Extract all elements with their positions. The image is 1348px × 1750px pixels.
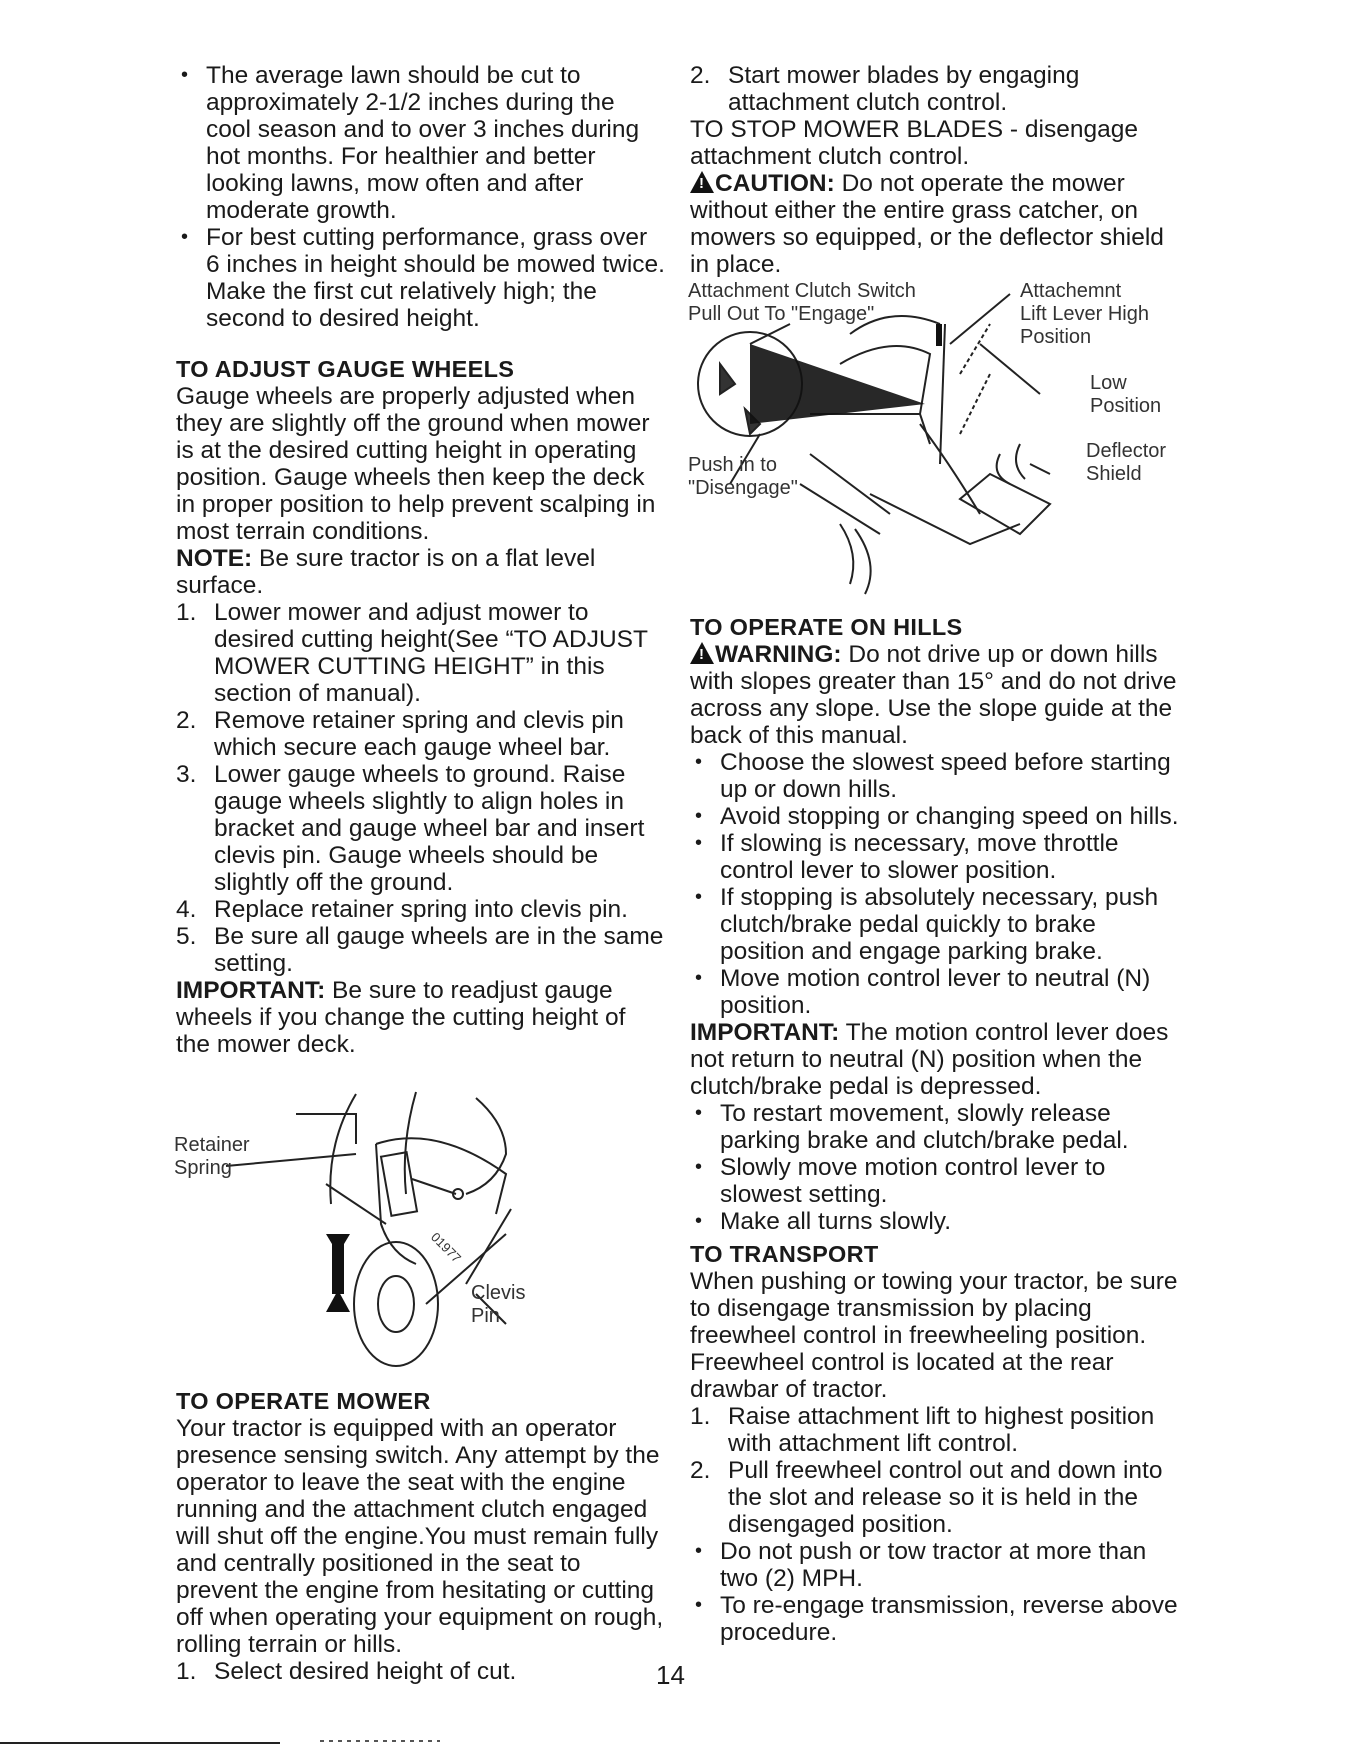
gauge-wheel-illustration bbox=[176, 1084, 666, 1384]
lift-lever-high-label: Attachemnt Lift Lever High Position bbox=[1020, 280, 1149, 348]
hills-bullet: • Avoid stopping or changing speed on hills. bbox=[690, 803, 1180, 830]
operate-mower-heading: TO OPERATE MOWER bbox=[176, 1388, 431, 1414]
step-number: 1. bbox=[176, 599, 197, 626]
hills-bullet: • To restart movement, slowly release parking brake and clutch/brake pedal. bbox=[690, 1100, 1180, 1154]
warning-label: WARNING: bbox=[715, 641, 842, 668]
clevis-pin-label: Clevis Pin bbox=[471, 1282, 526, 1327]
page-number: 14 bbox=[656, 1660, 685, 1690]
note-text: Be sure tractor is on a flat level surface. bbox=[176, 545, 596, 599]
caution-label: CAUTION: bbox=[715, 170, 835, 197]
step-number: 2. bbox=[176, 707, 197, 734]
step-number: 2. bbox=[690, 1457, 711, 1484]
caution-text: Do not operate the mower without either the entire grass catcher, on mowers so equipped, or the deflector shield in place. bbox=[690, 170, 1164, 278]
warning-text: Do not drive up or down hills with slopes greater than 15° and do not drive across any slope. Use the slope guide at the back of this manual. bbox=[690, 641, 1177, 749]
footer-rule bbox=[0, 1742, 280, 1744]
retainer-spring-label: Retainer Spring bbox=[174, 1134, 250, 1179]
gauge-step bbox=[176, 707, 666, 761]
hills-bullet: • Slowly move motion control lever to slowest setting. bbox=[690, 1154, 1180, 1208]
clutch-switch-figure bbox=[688, 280, 1180, 614]
step-text: Start mower blades by engaging attachment clutch control. bbox=[728, 62, 1080, 116]
step-number: 1. bbox=[176, 1658, 197, 1685]
step-text: Remove retainer spring and clevis pin which secure each gauge wheel bar. bbox=[214, 707, 624, 761]
important-text: The motion control lever does not return to neutral (N) position when the clutch/brake pedal is depressed. bbox=[690, 1019, 1169, 1100]
step-number: 5. bbox=[176, 923, 197, 950]
low-position-label: Low Position bbox=[1090, 372, 1162, 417]
step-text: Select desired height of cut. bbox=[214, 1658, 517, 1685]
transport-text: When pushing or towing your tractor, be sure to disengage transmission by placing freewheel control in freewheeling position. Freewheel control is located at the rear drawbar of tractor. bbox=[690, 1268, 1178, 1403]
hills-heading: TO OPERATE ON HILLS bbox=[690, 614, 963, 640]
important-label: IMPORTANT: bbox=[690, 1019, 840, 1046]
warning-paragraph bbox=[690, 641, 1180, 749]
hills-bullet: • Make all turns slowly. bbox=[690, 1208, 1180, 1235]
gauge-step bbox=[176, 599, 666, 707]
operate-step bbox=[176, 1658, 666, 1685]
operate-step bbox=[690, 62, 1180, 116]
note-label: NOTE: bbox=[176, 545, 253, 572]
step-text: Be sure all gauge wheels are in the same setting. bbox=[214, 923, 664, 977]
transport-bullet: • To re-engage transmission, reverse above procedure. bbox=[690, 1592, 1180, 1646]
warning-icon bbox=[690, 642, 714, 664]
caution-icon bbox=[690, 171, 714, 193]
hills-bullet: • Move motion control lever to neutral (N) position. bbox=[690, 965, 1180, 1019]
gauge-wheel-figure bbox=[176, 1084, 666, 1384]
hills-bullet: • If slowing is necessary, move throttle control lever to slower position. bbox=[690, 830, 1180, 884]
step-text: Lower mower and adjust mower to desired cutting height(See “TO ADJUST MOWER CUTTING HEIGHT” in this section of manual). bbox=[214, 599, 648, 707]
caution-paragraph bbox=[690, 170, 1180, 278]
important-paragraph bbox=[690, 1019, 1180, 1100]
clutch-switch-label: Attachment Clutch Switch Pull Out To "Engage" bbox=[688, 280, 916, 325]
deflector-shield-label: Deflector Shield bbox=[1086, 440, 1167, 485]
step-number: 4. bbox=[176, 896, 197, 923]
lawn-height-bullet: • The average lawn should be cut to approximately 2-1/2 inches during the cool season and to over 3 inches during hot months. For healthier and better looking lawns, mow often and after moderate growth. bbox=[176, 62, 666, 224]
hills-bullet: • If stopping is absolutely necessary, push clutch/brake pedal quickly to brake position and engage parking brake. bbox=[690, 884, 1180, 965]
figure-code: 01977 bbox=[427, 1229, 465, 1266]
gauge-step bbox=[176, 761, 666, 896]
step-number: 3. bbox=[176, 761, 197, 788]
step-text: Raise attachment lift to highest position with attachment lift control. bbox=[728, 1403, 1155, 1457]
note-paragraph bbox=[176, 545, 666, 599]
step-number: 2. bbox=[690, 62, 711, 89]
footer-dotted-rule bbox=[320, 1740, 440, 1742]
gauge-wheels-heading: TO ADJUST GAUGE WHEELS bbox=[176, 356, 515, 382]
push-disengage-label: Push in to "Disengage" bbox=[688, 454, 798, 499]
gauge-wheels-intro: Gauge wheels are properly adjusted when they are slightly off the ground when mower is at the desired cutting height in operating position. Gauge wheels then keep the deck in proper position to help prevent scalping in most terrain conditions. bbox=[176, 383, 656, 545]
step-text: Pull freewheel control out and down into the slot and release so it is held in the disengaged position. bbox=[728, 1457, 1163, 1538]
transport-step bbox=[690, 1457, 1180, 1538]
important-label: IMPORTANT: bbox=[176, 977, 326, 1004]
right-column bbox=[690, 62, 1180, 1646]
transport-heading: TO TRANSPORT bbox=[690, 1241, 879, 1267]
step-text: Lower gauge wheels to ground. Raise gauge wheels slightly to align holes in bracket and gauge wheel bar and insert clevis pin. Gauge wheels should be slightly off the ground. bbox=[214, 761, 645, 896]
gauge-step bbox=[176, 896, 666, 923]
step-number: 1. bbox=[690, 1403, 711, 1430]
stop-blades-text: TO STOP MOWER BLADES - disengage attachment clutch control. bbox=[690, 116, 1138, 170]
transport-step bbox=[690, 1403, 1180, 1457]
left-column bbox=[176, 62, 666, 1685]
cutting-performance-bullet: • For best cutting performance, grass over 6 inches in height should be mowed twice. Make the first cut relatively high; the second to desired height. bbox=[176, 224, 666, 332]
step-text: Replace retainer spring into clevis pin. bbox=[214, 896, 628, 923]
operate-mower-text: Your tractor is equipped with an operator presence sensing switch. Any attempt by the operator to leave the seat with the engine running and the attachment clutch engaged will shut off the engine.You must remain fully and centrally positioned in the seat to prevent the engine from hesitating or cutting off when operating your equipment on rough, rolling terrain or hills. bbox=[176, 1415, 664, 1658]
transport-bullet: • Do not push or tow tractor at more than two (2) MPH. bbox=[690, 1538, 1180, 1592]
important-text: Be sure to readjust gauge wheels if you change the cutting height of the mower deck. bbox=[176, 977, 626, 1058]
gauge-step bbox=[176, 923, 666, 977]
important-paragraph bbox=[176, 977, 666, 1058]
hills-bullet: • Choose the slowest speed before starting up or down hills. bbox=[690, 749, 1180, 803]
